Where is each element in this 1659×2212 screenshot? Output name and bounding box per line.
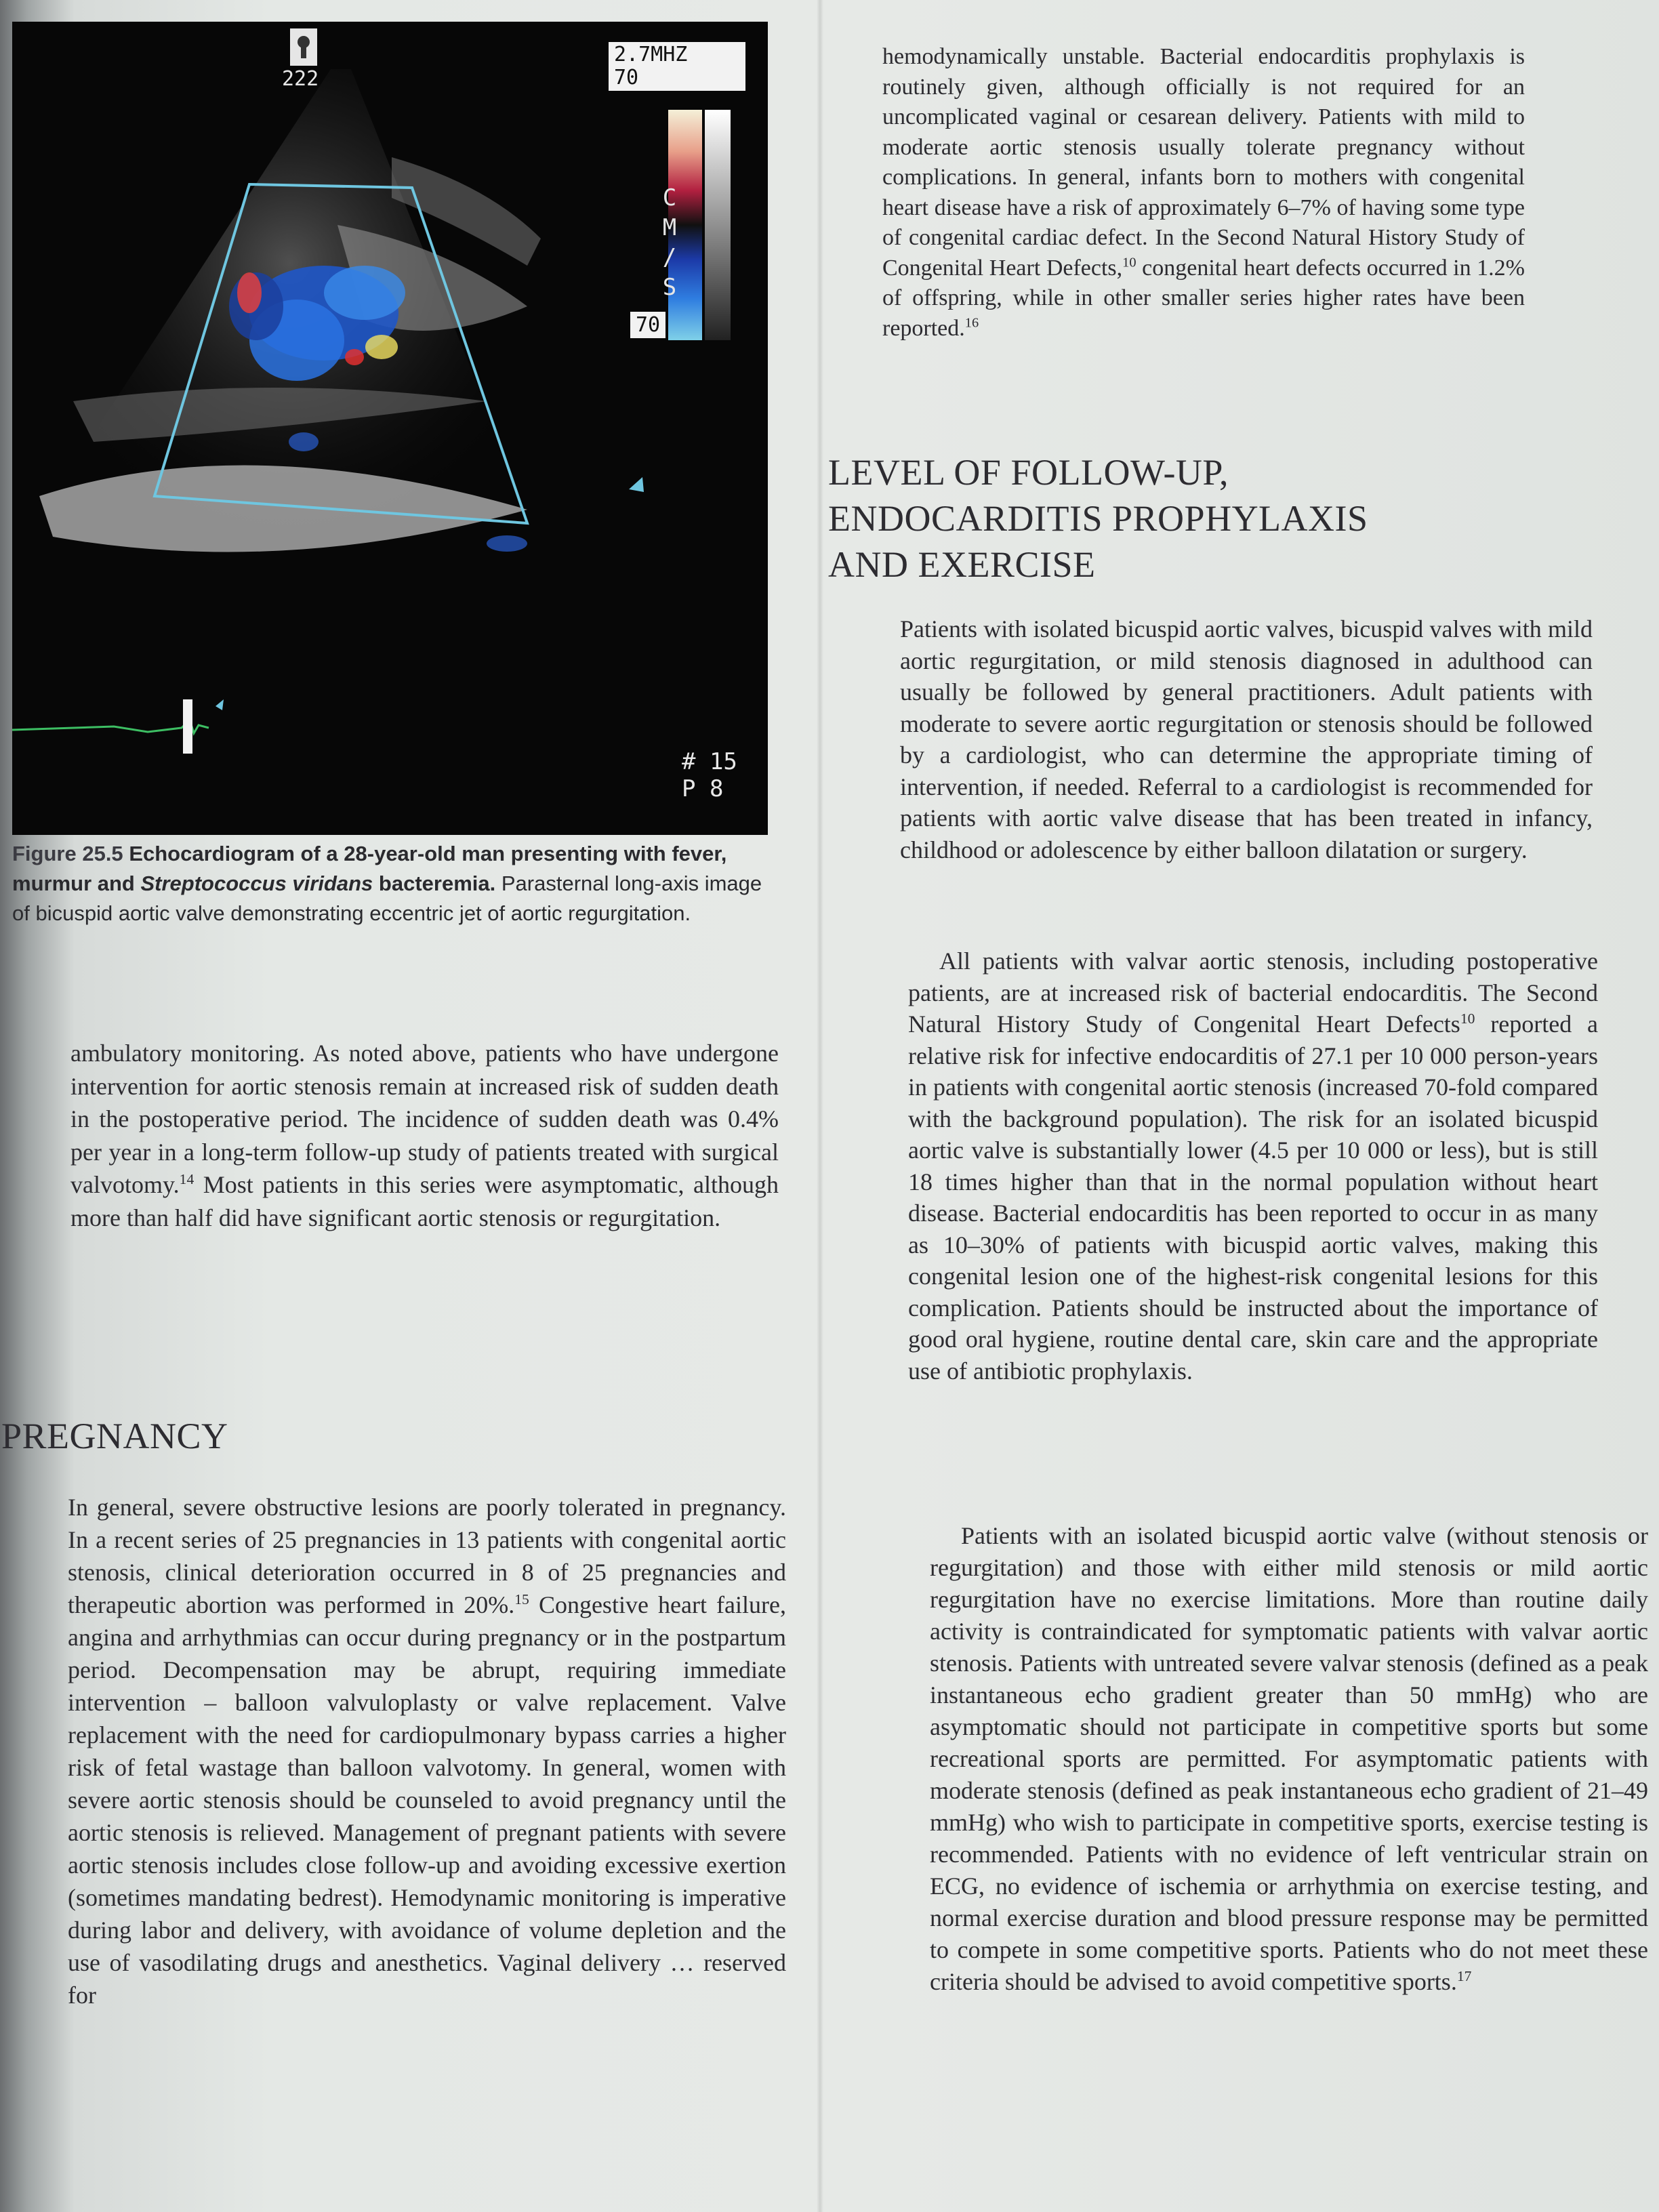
ref-15: 15 (514, 1591, 529, 1607)
followup-heading (828, 449, 1574, 588)
followup-heading-line1: LEVEL OF FOLLOW-UP, (828, 452, 1229, 493)
pregnancy-heading: PREGNANCY (1, 1416, 228, 1456)
figure-caption-body: Parasternal long-axis image of bicuspid aortic valve demonstrating eccentric jet of aortic regurgitation. (12, 872, 762, 925)
frame-p-label: P 8 (682, 775, 724, 802)
pregnancy-text: In general, severe obstructive lesions are poorly tolerated in pregnancy. In a recent series of 25 pregnancies in 13 patients with congenital aortic stenosis, clinical deterioration occurred in 8 of 25 pregnancies and therapeutic abortion was performed in 20%. (68, 1494, 786, 1618)
left-para1-text2: Most patients in this series were asymptomatic, although more than half did have significant aortic stenosis or regurgitation. (70, 1171, 779, 1231)
figure-number: Figure 25.5 (12, 842, 123, 865)
right-top-text: hemodynamically unstable. Bacterial endocarditis prophylaxis is routinely given, although officially is not required for an uncomplicated vaginal or cesarean delivery. Patients with mild to moderate aortic stenosis usually tolerate pregnancy without complications. In general, infants born to mothers with congenital heart disease have a risk of approximately 6–7% of having some type of congenital cardiac defect. In the Second Natural History Study of Congenital Heart Defects, (882, 44, 1525, 281)
ref-10b: 10 (1460, 1010, 1475, 1027)
right-para-top (882, 42, 1525, 344)
figure-title-italic: Streptococcus viridans (140, 872, 373, 895)
left-para1-text: ambulatory monitoring. As noted above, patients who have undergone intervention for aortic stenosis remain at increased risk of sudden death in the postoperative period. The incidence of sudden death was 0.4% per year in a long-term follow-up study of patients treated with surgical valvotomy. (70, 1040, 779, 1198)
endocarditis-paragraph (908, 945, 1598, 1387)
followup-heading-line2: ENDOCARDITIS PROPHYLAXIS (828, 498, 1368, 539)
probe-number-label: 222 (282, 67, 319, 91)
frequency-box (609, 42, 745, 91)
echo-scan-graphic (12, 22, 768, 835)
pregnancy-text2: Congestive heart failure, angina and arrhythmias can occur during pregnancy or in the postpartum period. Decompensation may be abrupt, requiring immediate intervention – balloon valvuloplasty or valve replacement. Valve replacement with the need for cardiopulmonary bypass carries a higher risk of fetal wastage than balloon valvotomy. In general, women with severe aortic stenosis should be counseled to avoid pregnancy until the aortic stenosis is relieved. Management of pregnant patients with severe aortic stenosis includes close follow-up and avoiding excessive exertion (sometimes mandating bedrest). Hemodynamic monitoring is imperative during labor and delivery, with avoidance of volume depletion and the use of vasodilating drugs and anesthetics. Vaginal delivery … reserved for (68, 1591, 786, 2009)
figure-title-part1: Echocardiogram of a 28-year-old man presenting with fever, murmur and (12, 842, 727, 895)
frequency-label: 2.7MHZ (614, 43, 688, 66)
followup-paragraph-1 (900, 613, 1593, 865)
followup-heading-line3: AND EXERCISE (828, 544, 1096, 585)
followup-p1-text: Patients with isolated bicuspid aortic valves, bicuspid valves with mild aortic regurgitation, or mild stenosis diagnosed in adulthood can usually be followed by general practitioners. Adult patients with moderate to severe aortic regurgitation or stenosis should be followed by a cardiologist, who can determine the appropriate timing of intervention, if needed. Referral to a cardiologist is recommended for patients with aortic valve disease that has been treated in infancy, childhood or adolescence by either balloon dilatation or surgery. (900, 615, 1593, 863)
echocardiogram-image (12, 22, 768, 835)
page-gutter (817, 0, 823, 2212)
right-top-text2: congenital heart defects occurred in 1.2% of offspring, while in other smaller series higher rates have been reported. (882, 255, 1525, 341)
ref-17: 17 (1456, 1968, 1472, 1984)
pregnancy-paragraph (68, 1491, 786, 2011)
ref-14: 14 (179, 1171, 194, 1187)
velocity-unit-label (655, 184, 682, 311)
left-para-sudden-death (70, 1037, 779, 1234)
figure-title-part2: bacteremia. (373, 872, 496, 895)
exercise-text: Patients with an isolated bicuspid aortic valve (without stenosis or regurgitation) and those with either mild stenosis or mild aortic regurgitation have no exercise limitations. More than routine daily activity is contraindicated for symptomatic patients with valvar aortic stenosis. Patients with untreated severe valvar stenosis (defined as a peak instantaneous echo gradient greater than 50 mmHg) who are asymptomatic should not participate in competitive sports but some recreational sports are permitted. For asymptomatic patients with moderate stenosis (defined as peak instantaneous echo gradient of 21–49 mmHg) who wish to participate in competitive sports, exercise testing is recommended. Patients with no evidence of left ventricular strain on ECG, no evidence of ischemia or arrhythmia on exercise testing, and normal exercise duration and blood pressure response may be permitted to compete in some competitive sports. Patients who do not meet these criteria should be advised to avoid competitive sports. (930, 1522, 1648, 1995)
velocity-unit-text: CM/S (656, 184, 683, 304)
depth-label: 70 (614, 66, 639, 89)
exercise-paragraph (930, 1520, 1648, 1998)
frame-hash-label: # 15 (682, 748, 737, 775)
figure-caption (12, 839, 764, 928)
ref-10a: 10 (1122, 255, 1136, 270)
ref-16: 16 (964, 315, 979, 331)
scale-value-label: 70 (630, 312, 665, 338)
endocarditis-text2: reported a relative risk for infective endocarditis of 27.1 per 10 000 person-years in patients with congenital aortic stenosis (increased 70-fold compared with the background population). The risk for an isolated bicuspid aortic valve is substantially lower (4.5 per 10 000 or less), but is still 18 times higher than that in the normal population without heart disease. Bacterial endocarditis has been reported to occur in as many as 10–30% of patients with bicuspid aortic valves, making this congenital lesion one of the highest-risk congenital lesions for this complication. Patients should be instructed about the importance of good oral hygiene, routine dental care, skin care and the appropriate use of antibiotic prophylaxis. (908, 1010, 1599, 1385)
endocarditis-text: All patients with valvar aortic stenosis, including postoperative patients, are at increased risk of bacterial endocarditis. The Second Natural History Study of Congenital Heart Defects (908, 947, 1598, 1038)
